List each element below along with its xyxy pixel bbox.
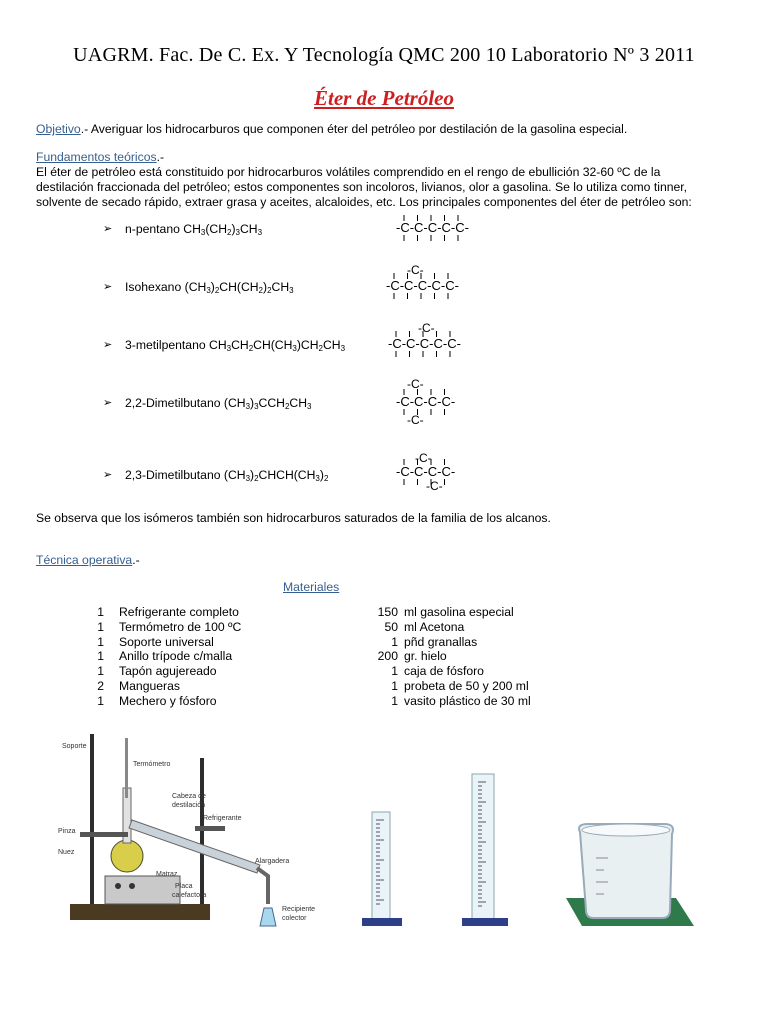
tecnica-sep: .- xyxy=(132,553,140,567)
material-qty: 1 xyxy=(97,649,104,664)
left-stand-rod xyxy=(90,734,94,909)
base-plate xyxy=(70,904,210,920)
page-title: Éter de Petróleo xyxy=(314,86,454,110)
material-qty: 150 xyxy=(377,605,398,619)
material-qty: 1 xyxy=(391,664,398,679)
material-qty: 1 xyxy=(97,664,104,679)
material-item: Anillo trípode c/malla xyxy=(119,649,233,664)
material-item: Termómetro de 100 ºC xyxy=(119,619,242,634)
label-soporte: Soporte xyxy=(62,743,87,750)
label-matraz: Matraz xyxy=(156,871,178,878)
fundamentos-line: solvente de secado rápido, extraer grasa y aceites, alcaloides, etc. Los principales componentes del éter de petróleo son: xyxy=(36,195,692,209)
compound-item xyxy=(103,468,329,483)
structure-branch: -C- xyxy=(418,321,435,335)
compound-name: n-pentano xyxy=(125,222,184,236)
label-recipiente2: colector xyxy=(282,915,307,922)
fundamentos-sep: .- xyxy=(156,150,165,164)
bullet-arrow-icon: ➢ xyxy=(103,281,113,293)
right-stand-rod xyxy=(200,758,204,910)
material-qty: 50 xyxy=(384,619,398,634)
bullet-arrow-icon: ➢ xyxy=(103,339,113,351)
compound-name: Isohexano xyxy=(125,280,185,294)
material-item: Soporte universal xyxy=(119,634,214,649)
fundamentos-section xyxy=(36,150,756,210)
label-cabeza: Cabeza de xyxy=(172,793,206,800)
fundamentos-label: Fundamentos teóricos xyxy=(36,150,157,164)
label-alargadera: Alargadera xyxy=(255,858,290,865)
compound-formula: $CH_3(CH_2)_3CH_3$ xyxy=(183,222,263,237)
material-item: caja de fósforo xyxy=(404,664,484,679)
compound-formula: $(CH_3)_3CCH_2CH_3$ xyxy=(223,396,312,411)
material-item: ml Acetona xyxy=(404,619,465,634)
compound-formula: $CH_3CH_2CH(CH_3)CH_2CH_3$ xyxy=(209,338,346,353)
materiales-heading: Materiales xyxy=(283,580,340,594)
material-qty: 1 xyxy=(97,619,104,634)
hot-plate xyxy=(105,876,180,904)
objetivo-text: Averiguar los hidrocarburos que componen éter del petróleo por destilación de la gasolina especial. xyxy=(88,122,628,136)
bullet-arrow-icon: ➢ xyxy=(103,469,113,481)
compound-name: 2,2-Dimetilbutano xyxy=(125,396,224,410)
structural-formulas xyxy=(360,210,500,510)
structure-branch: -C- xyxy=(415,451,432,465)
label-termometro: Termómetro xyxy=(133,761,171,768)
thermometer-icon xyxy=(125,738,128,798)
graduated-cylinder-200-icon xyxy=(460,770,510,930)
compound-name: 2,3-Dimetilbutano xyxy=(125,468,224,482)
structure-branch: -C- xyxy=(407,377,424,391)
structure-branch: -C- xyxy=(426,479,443,493)
objetivo-label: Objetivo xyxy=(36,122,81,136)
compound-name: 3-metilpentano xyxy=(125,338,210,352)
material-item: Refrigerante completo xyxy=(119,605,239,619)
compound-item xyxy=(103,280,294,295)
clamp xyxy=(80,832,128,837)
distillation-apparatus-image xyxy=(50,728,325,928)
compound-item xyxy=(103,338,346,353)
material-item: Tapón agujereado xyxy=(119,664,217,679)
material-qty: 2 xyxy=(97,679,104,693)
fundamentos-line: El éter de petróleo está constituido por hidrocarburos volátiles comprendido en el rengo de ebullición 32-60 ºC de la xyxy=(36,165,661,179)
label-nuez: Nuez xyxy=(58,849,75,856)
graduated-cylinder-50-icon xyxy=(360,808,405,930)
label-pinza: Pinza xyxy=(58,828,76,835)
material-qty: 1 xyxy=(391,693,398,708)
tecnica-heading xyxy=(36,553,140,568)
label-refrigerante: Refrigerante xyxy=(203,815,242,822)
observacion-text: Se observa que los isómeros también son hidrocarburos saturados de la familia de los alcanos. xyxy=(36,511,551,525)
material-item: Mangueras xyxy=(119,679,180,693)
label-placa: Placa xyxy=(175,883,193,890)
material-item: ml gasolina especial xyxy=(404,605,514,619)
bullet-arrow-icon: ➢ xyxy=(103,223,113,235)
material-item: vasito plástico de 30 ml xyxy=(404,693,531,708)
beaker-icon xyxy=(566,818,696,930)
material-item: probeta de 50 y 200 ml xyxy=(404,679,529,693)
material-item: Mechero y fósforo xyxy=(119,693,217,708)
material-qty: 1 xyxy=(391,634,398,649)
material-qty: 1 xyxy=(97,693,104,708)
material-qty: 1 xyxy=(391,679,398,693)
structure-branch: -C- xyxy=(407,413,424,427)
structure-branch: -C- xyxy=(407,263,424,277)
label-recipiente: Recipiente xyxy=(282,906,316,913)
page-header: UAGRM. Fac. De C. Ex. Y Tecnología QMC 200 10 Laboratorio Nº 3 2011 xyxy=(73,44,695,66)
structure-chain: -C-C-C-C-C- xyxy=(386,278,459,293)
material-item: pñd granallas xyxy=(404,634,478,649)
fundamentos-line: destilación fraccionada del petróleo; estos componentes son incoloros, livianos, olor a gasolina. Se lo utiliza como tinner, xyxy=(36,180,688,194)
material-qty: 1 xyxy=(97,634,104,649)
bullet-arrow-icon: ➢ xyxy=(103,397,113,409)
compound-formula: $(CH_3)_2CHCH(CH_3)_2$ xyxy=(223,468,329,483)
compound-item xyxy=(103,222,263,237)
label-placa2: calefactora xyxy=(172,892,207,899)
tecnica-label: Técnica operativa xyxy=(36,553,133,567)
material-qty: 200 xyxy=(377,649,398,664)
compound-item xyxy=(103,396,312,411)
label-cabeza2: destilación xyxy=(172,802,206,809)
flask-icon xyxy=(111,840,143,872)
structure-chain: -C-C-C-C- xyxy=(396,464,456,479)
compound-formula: $(CH_3)_2CH(CH_2)_2CH_3$ xyxy=(184,280,294,295)
objetivo-sep: .- xyxy=(80,122,89,136)
structure-chain: -C-C-C-C-C- xyxy=(396,220,469,235)
material-qty: 1 xyxy=(97,605,104,619)
structure-chain: -C-C-C-C-C- xyxy=(388,336,461,351)
structure-chain: -C-C-C-C- xyxy=(396,394,456,409)
material-item: gr. hielo xyxy=(404,649,447,664)
objetivo-paragraph xyxy=(36,122,736,137)
